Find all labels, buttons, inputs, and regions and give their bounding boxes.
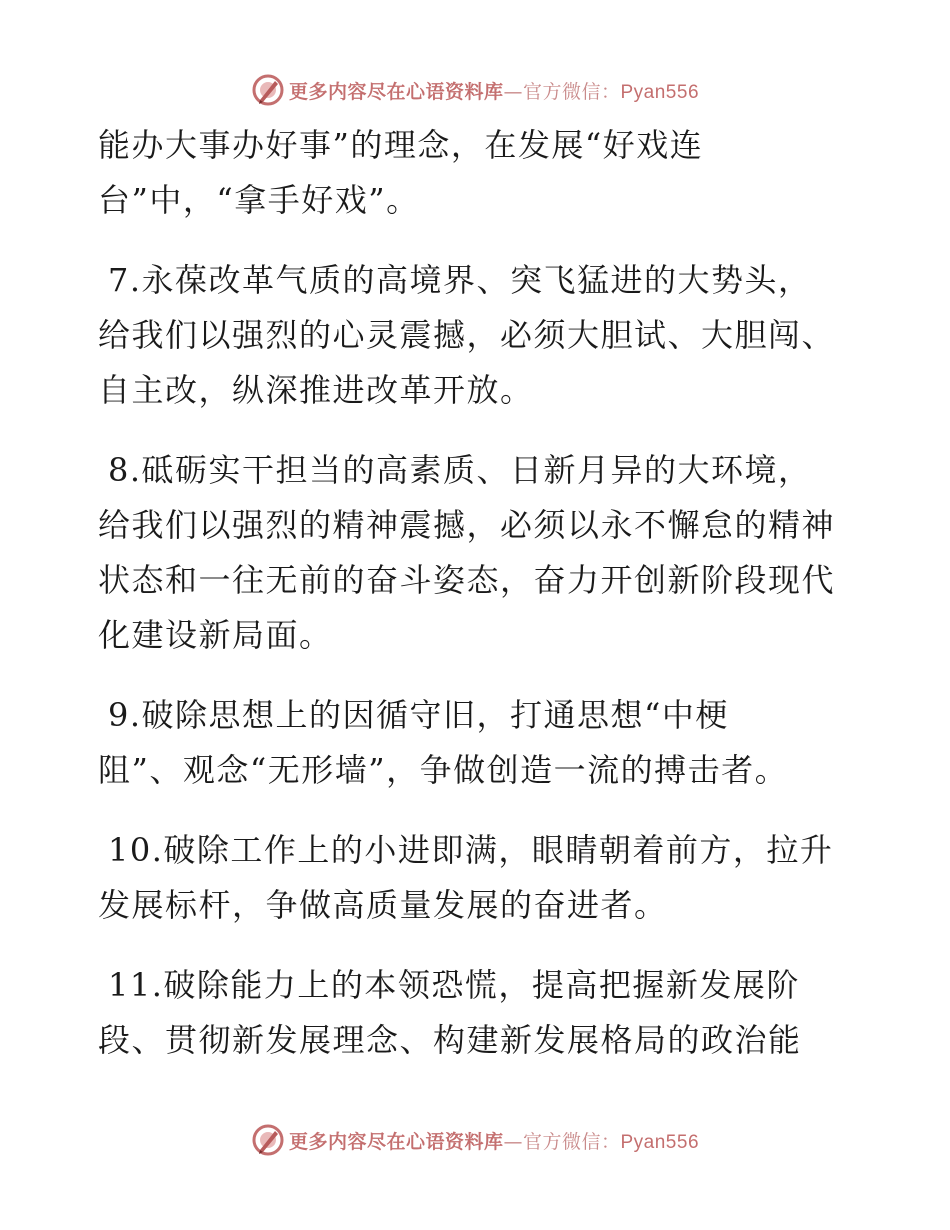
- text-line: 化建设新局面。: [98, 616, 333, 654]
- text-line: 能办大事办好事”的理念，在发展“好戏连: [98, 126, 704, 164]
- watermark-wechat-id: Pyan556: [620, 1131, 700, 1153]
- paragraph-item-8: [98, 443, 858, 663]
- text-line: 自主改，纵深推进改革开放。: [98, 371, 534, 409]
- text-line: 8.砥砺实干担当的高素质、日新月异的大环境，: [108, 451, 812, 489]
- text-line: 10.破除工作上的小进即满，眼睛朝着前方，拉升: [108, 831, 834, 869]
- watermark-text: [289, 1127, 699, 1154]
- pen-logo-icon: [251, 73, 285, 107]
- watermark-brand: 更多内容尽在心语资料库: [288, 1130, 504, 1153]
- paragraph-item-10: [98, 823, 858, 933]
- pen-logo-icon: [251, 1123, 285, 1157]
- text-line: 阻”、观念“无形墙”，争做创造一流的搏击者。: [98, 751, 789, 789]
- watermark-separator: —: [503, 80, 523, 103]
- text-line: 给我们以强烈的精神震撼，必须以永不懈怠的精神: [98, 506, 836, 544]
- text-line: 11.破除能力上的本领恐慌，提高把握新发展阶: [108, 966, 800, 1004]
- text-line: 台”中，“拿手好戏”。: [98, 181, 420, 219]
- text-line: 发展标杆，争做高质量发展的奋进者。: [98, 886, 668, 924]
- paragraph-item-11: [98, 958, 858, 1068]
- watermark-brand: 更多内容尽在心语资料库: [288, 80, 504, 103]
- watermark-text: [289, 77, 699, 104]
- paragraph-continuation: [98, 118, 858, 228]
- text-line: 给我们以强烈的心灵震撼，必须大胆试、大胆闯、: [98, 316, 836, 354]
- footer-watermark: [0, 1118, 950, 1162]
- text-line: 段、贯彻新发展理念、构建新发展格局的政治能: [98, 1021, 802, 1059]
- watermark-separator: —: [503, 1130, 523, 1153]
- watermark-wechat-id: Pyan556: [620, 81, 700, 103]
- watermark-wechat-label: 官方微信：: [522, 80, 621, 103]
- document-body: [98, 118, 858, 1093]
- paragraph-item-7: [98, 253, 858, 418]
- text-line: 7.永葆改革气质的高境界、突飞猛进的大势头，: [108, 261, 812, 299]
- text-line: 9.破除思想上的因循守旧，打通思想“中梗: [108, 696, 729, 734]
- text-line: 状态和一往无前的奋斗姿态，奋力开创新阶段现代: [98, 561, 836, 599]
- paragraph-item-9: [98, 688, 858, 798]
- watermark-wechat-label: 官方微信：: [522, 1130, 621, 1153]
- header-watermark: [0, 68, 950, 112]
